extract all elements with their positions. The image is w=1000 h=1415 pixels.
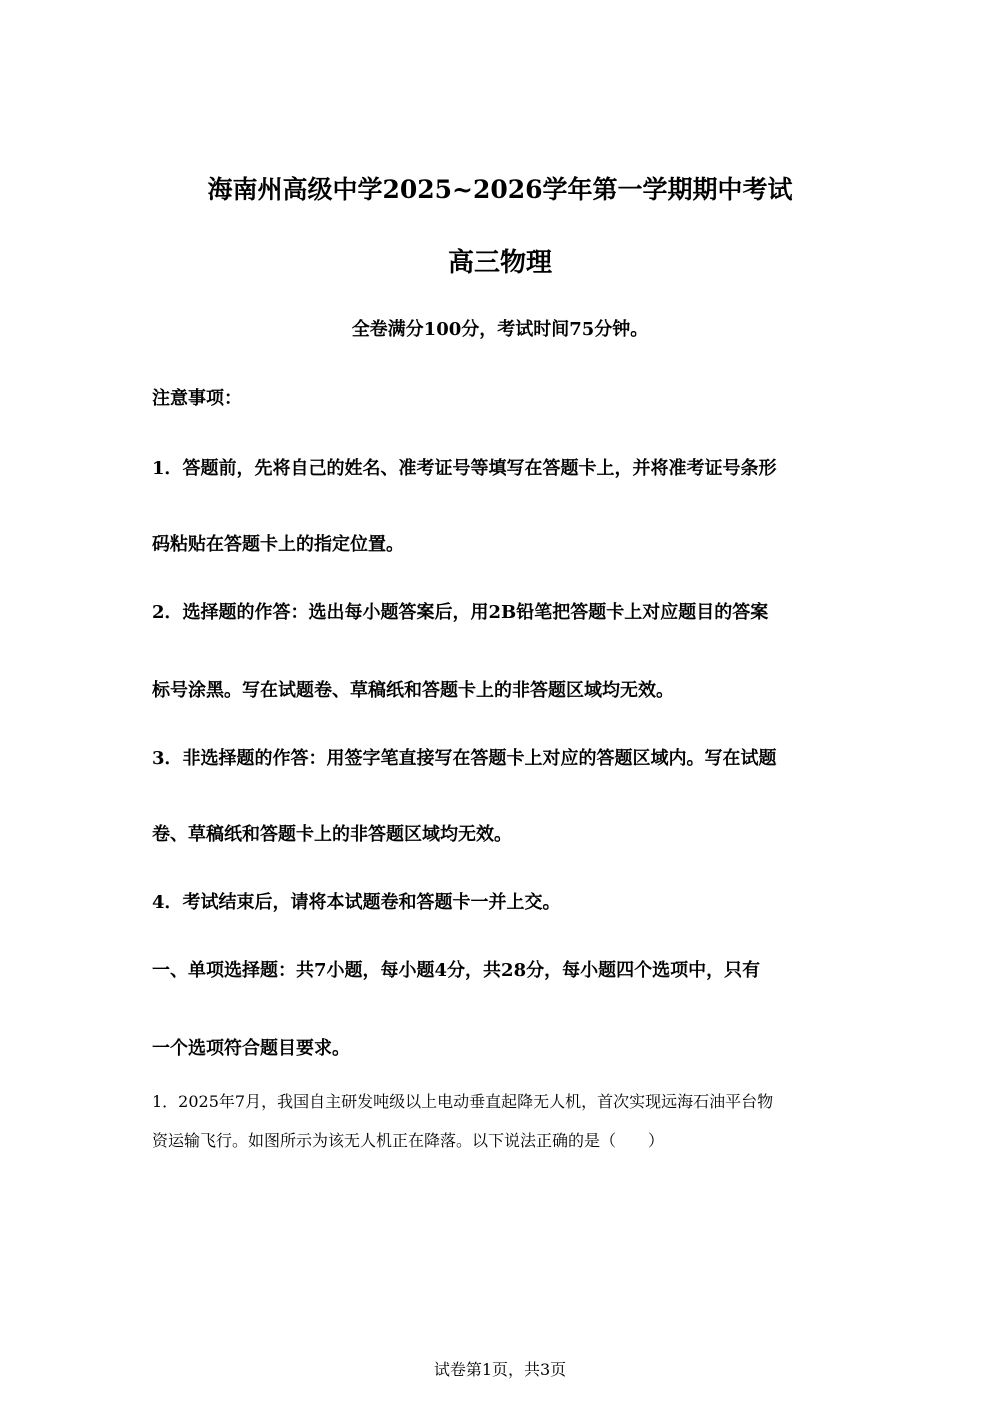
exam-subject: 高三物理 — [447, 248, 552, 278]
exam-title: 海南州高级中学2025~2026学年第一学期期中考试 — [207, 175, 793, 204]
section-heading: 一、单项选择题：共7小题，每小题4分，共28分，每小题四个选项中，只有 — [152, 960, 761, 981]
question-text: 资运输飞行。如图所示为该无人机正在降落。以下说法正确的是（ ） — [152, 1131, 665, 1150]
question-text: 1．2025年7月，我国自主研发吨级以上电动垂直起降无人机，首次实现远海石油平台物 — [152, 1092, 774, 1111]
note-line: 2．选择题的作答：选出每小题答案后，用2B铅笔把答题卡上对应题目的答案 — [152, 602, 769, 623]
note-line: 码粘贴在答题卡上的指定位置。 — [152, 534, 404, 555]
note-line: 卷、草稿纸和答题卡上的非答题区域均无效。 — [152, 824, 512, 845]
note-line: 标号涂黑。写在试题卷、草稿纸和答题卡上的非答题区域均无效。 — [152, 680, 674, 701]
notes-heading: 注意事项： — [152, 388, 242, 409]
note-line: 3．非选择题的作答：用签字笔直接写在答题卡上对应的答题区域内。写在试题 — [152, 748, 777, 769]
note-line: 4．考试结束后，请将本试题卷和答题卡一并上交。 — [152, 892, 561, 913]
note-line: 1．答题前，先将自己的姓名、准考证号等填写在答题卡上，并将准考证号条形 — [152, 458, 777, 479]
score-info: 全卷满分100分，考试时间75分钟。 — [351, 319, 649, 340]
section-heading: 一个选项符合题目要求。 — [152, 1038, 350, 1059]
page-number: 试卷第1页，共3页 — [433, 1360, 567, 1379]
